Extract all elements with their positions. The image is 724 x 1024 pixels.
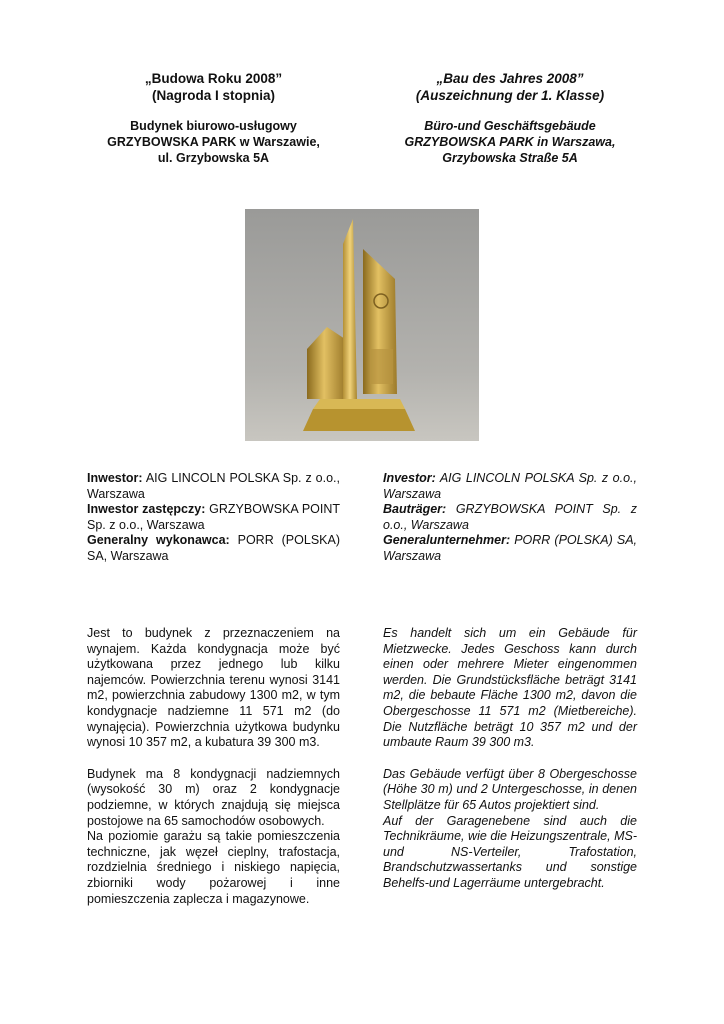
left-title: „Budowa Roku 2008”	[144, 71, 283, 86]
right-paragraph-1: Es handelt sich um ein Gebäude für Mietzwecke. Jedes Geschoss kann durch einen oder mehrere Mieter eingenommen werden. Die Grundstücksfläche beträgt 3141 m2, die bebaute Fläche 1300 m2, davon die Obergeschosse 11 571 m2 (Mietbereiche). Die Nutzfläche beträgt 10 357 m2 und der umbaute Raum 39 300 m3.	[383, 626, 637, 750]
left-general-contractor: Generalny wykonawca: PORR (POLSKA) SA, Warszawa	[87, 533, 340, 563]
left-building	[87, 118, 340, 166]
right-paragraph-2: Das Gebäude verfügt über 8 Obergeschosse (Höhe 30 m) und 2 Untergeschosse, in denen Stellplätze für 65 Autos projektiert sind.	[383, 766, 637, 812]
right-building	[383, 118, 637, 166]
right-builder: Bauträger: GRZYBOWSKA POINT Sp. z o.o., Warszawa	[383, 502, 637, 532]
left-credits	[87, 471, 340, 565]
right-description	[383, 626, 637, 892]
right-award: (Auszeichnung der 1. Klasse)	[415, 88, 605, 103]
left-building-address: ul. Grzybowska 5A	[157, 151, 270, 165]
left-paragraph-3: Na poziomie garażu są takie pomieszczenia techniczne, jak węzeł cieplny, trafostacja, rozdzielnia średniego i niskiego napięcia, zbiorniki wody pożarowej i inne pomieszczenia zaplecza i magazynowe.	[87, 829, 340, 906]
left-building-type: Budynek biurowo-usługowy	[130, 119, 297, 133]
left-investor: Inwestor: AIG LINCOLN POLSKA Sp. z o.o., Warszawa	[87, 471, 340, 501]
left-award: (Nagroda I stopnia)	[151, 88, 275, 103]
left-paragraph-2: Budynek ma 8 kondygnacji nadziemnych (wysokość 30 m) oraz 2 kondygnacje podziemne, w których znajdują się miejsca postojowe na 65 samochodów osobowych.	[87, 766, 340, 828]
left-description	[87, 626, 340, 907]
right-general-contractor: Generalunternehmer: PORR (POLSKA) SA, Warszawa	[383, 533, 637, 563]
left-header	[87, 70, 340, 104]
trophy-photo	[245, 209, 479, 441]
right-building-name: GRZYBOWSKA PARK in Warszawa,	[404, 135, 616, 149]
left-substitute-investor: Inwestor zastępczy: GRZYBOWSKA POINT Sp. z o.o., Warszawa	[87, 502, 341, 532]
right-header	[383, 70, 637, 104]
right-credits	[383, 471, 637, 565]
right-paragraph-3: Auf der Garagenebene sind auch die Technikräume, wie die Heizungszentrale, MS-und NS-Verteiler, Trafostation, Brandschutzwassertanks und sonstige Behelfs-und Lagerräume untergebracht.	[383, 813, 637, 890]
right-investor: Investor: AIG LINCOLN POLSKA Sp. z o.o., Warszawa	[383, 471, 637, 501]
right-building-type: Büro-und Geschäftsgebäude	[424, 119, 596, 133]
left-paragraph-1: Jest to budynek z przeznaczeniem na wynajem. Każda kondygnacja może być użytkowana przez jednego lub kilku najemców. Powierzchnia terenu wynosi 3141 m2, powierzchnia zabudowy 1300 m2, w tym kondygnacje nadziemne 11 571 m2 (do wynajęcia). Powierzchnia użytkowa budynku wynosi 10 357 m2, a kubatura 39 300 m3.	[87, 626, 340, 750]
right-title: „Bau des Jahres 2008”	[436, 71, 584, 86]
left-building-name: GRZYBOWSKA PARK w Warszawie,	[107, 135, 320, 149]
right-building-address: Grzybowska Straße 5A	[442, 151, 578, 165]
